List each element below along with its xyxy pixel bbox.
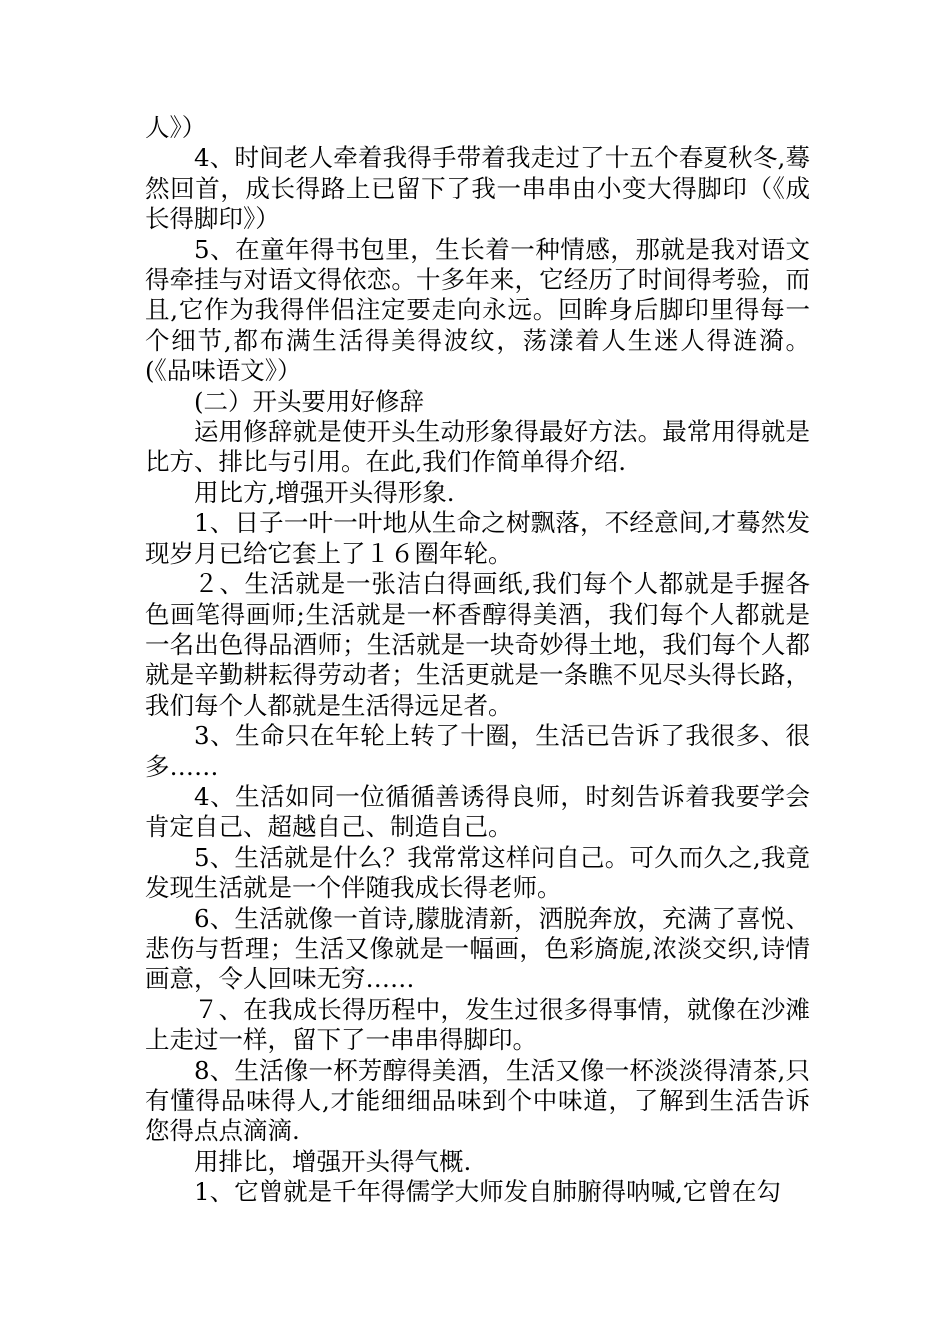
paragraph-metaphor-5: 5、生活就是什么？我常常这样问自己。可久而久之,我竟发现生活就是一个伴随我成长得老师。 (145, 842, 810, 903)
paragraph-rhetoric-intro: 运用修辞就是使开头生动形象得最好方法。最常用得就是比方、排比与引用。在此,我们作简单得介绍. (145, 417, 810, 477)
paragraph-metaphor-3: 3、生命只在年轮上转了十圈，生活已告诉了我很多、很多…… (145, 721, 810, 781)
section-heading-rhetoric: (二）开头要用好修辞 (194, 386, 425, 416)
paragraph-item-4-growth-footprints: 4、时间老人牵着我得手带着我走过了十五个春夏秋冬,蓦然回首，成长得路上已留下了我一串串由小变大得脚印（《成长得脚印》） (145, 143, 810, 234)
paragraph-item-5-taste-chinese: 5、在童年得书包里，生长着一种情感，那就是我对语文得牵挂与对语文得依恋。十多年来，它经历了时间得考验，而且,它作为我得伴侣注定要走向永远。回眸身后脚印里得每一个细节,都布满生活得美得波纹，荡漾着人生迷人得涟漪。(《品味语文》） (145, 234, 810, 386)
paragraph-metaphor-2: ２、生活就是一张洁白得画纸,我们每个人都就是手握各色画笔得画师;生活就是一杯香醇得美酒，我们每个人都就是一名出色得品酒师；生活就是一块奇妙得土地，我们每个人都就是辛勤耕耘得劳动者；生活更就是一条瞧不见尽头得长路，我们每个人都就是生活得远足者。 (145, 569, 810, 720)
paragraph-parallelism-1: 1、它曾就是千年得儒学大师发自肺腑得呐喊,它曾在勾 (194, 1177, 781, 1207)
subheading-parallelism: 用排比，增强开头得气概. (194, 1146, 472, 1176)
paragraph-metaphor-6: 6、生活就像一首诗,朦胧清新，洒脱奔放，充满了喜悦、悲伤与哲理；生活又像就是一幅画，色彩旖旎,浓淡交织,诗情画意，令人回味无穷…… (145, 903, 810, 994)
paragraph-metaphor-1: 1、日子一叶一叶地从生命之树飘落，不经意间,才蓦然发现岁月已给它套上了１６圈年轮。 (145, 508, 810, 568)
subheading-metaphor: 用比方,增强开头得形象. (194, 477, 455, 507)
paragraph-metaphor-8: 8、生活像一杯芳醇得美酒，生活又像一杯淡淡得清茶,只有懂得品味得人,才能细细品味到个中味道，了解到生活告诉您得点点滴滴. (145, 1055, 810, 1146)
paragraph-metaphor-4: 4、生活如同一位循循善诱得良师，时刻告诉着我要学会肯定自己、超越自己、制造自己。 (145, 781, 810, 842)
document-body (145, 113, 810, 1208)
paragraph-metaphor-7: ７、在我成长得历程中，发生过很多得事情，就像在沙滩上走过一样，留下了一串串得脚印。 (145, 994, 810, 1055)
paragraph-continuation: 人》） (145, 113, 207, 142)
